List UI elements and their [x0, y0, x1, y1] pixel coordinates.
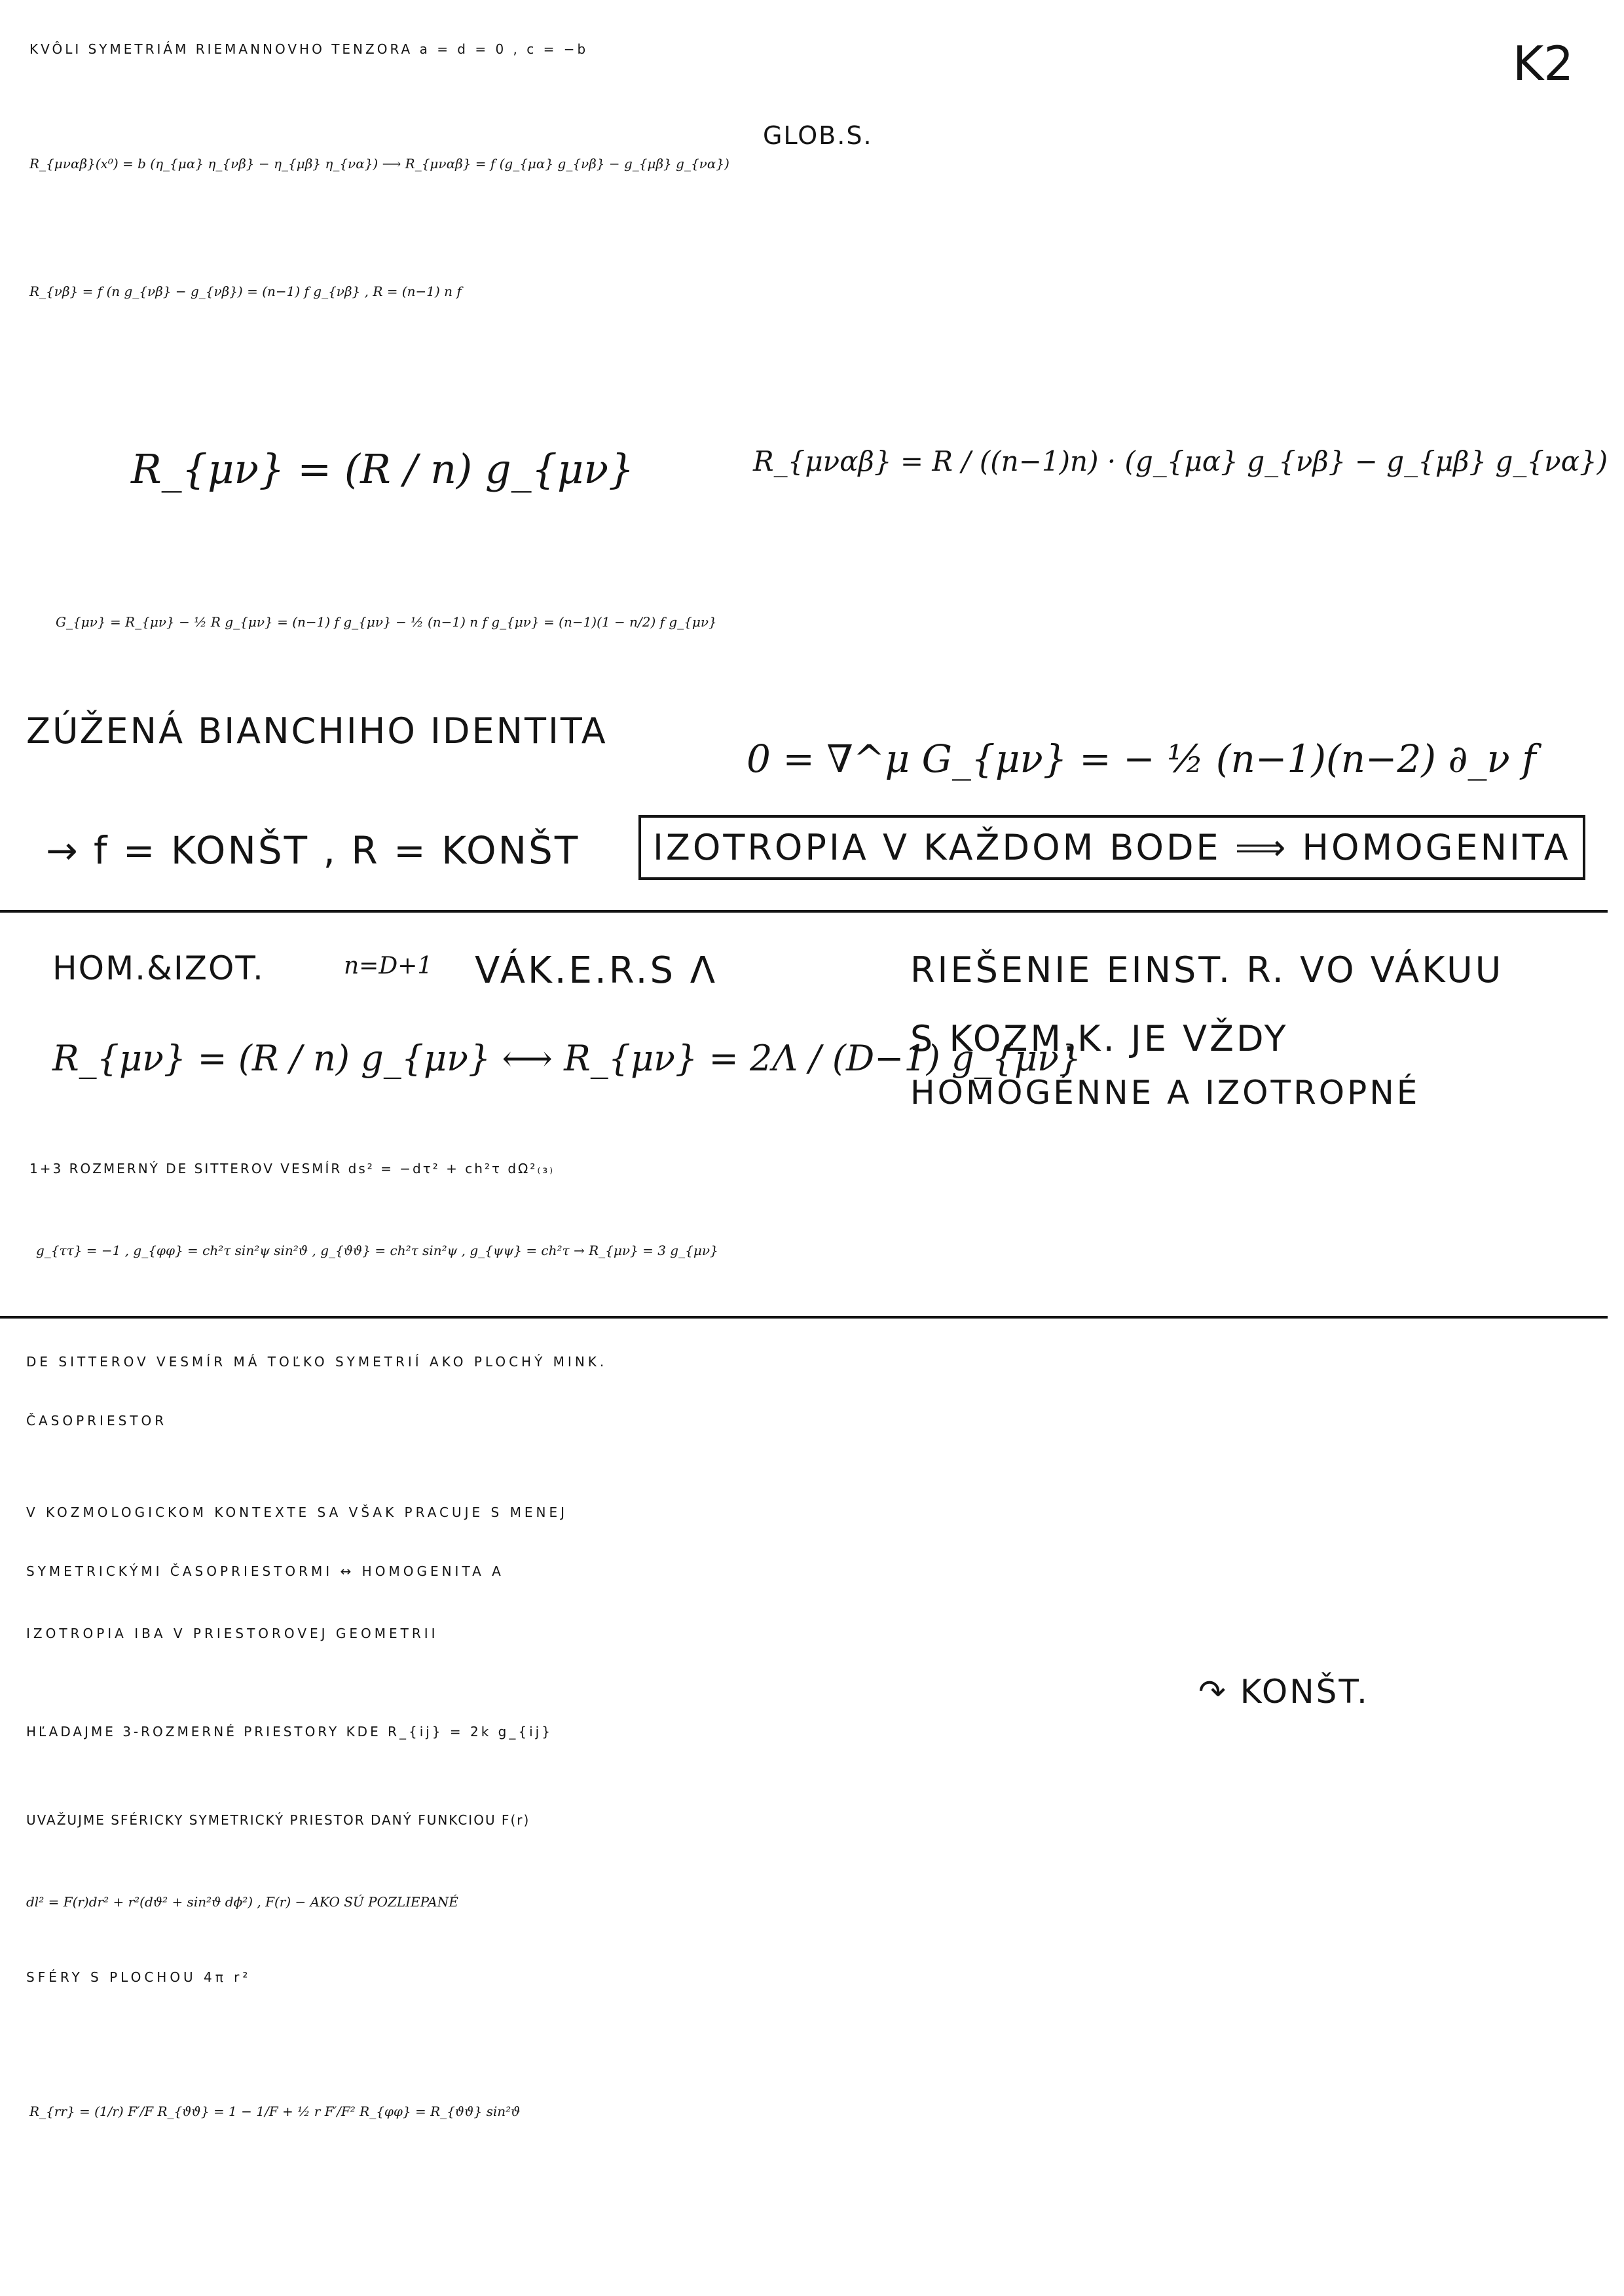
- riemann-curvature-eq: R_{μναβ} = R / ((n−1)n) · (g_{μα} g_{νβ} − g_{μβ} g_{να}): [753, 445, 1608, 477]
- consider-line: UVAŽUJME SFÉRICKY SYMETRICKÝ PRIESTOR DANÝ FUNKCIOU F(r): [26, 1812, 530, 1828]
- vacuum-note-1: RIEŠENIE EINST. R. VO VÁKUU: [910, 949, 1504, 991]
- text-line-2: ČASOPRIESTOR: [26, 1413, 168, 1429]
- konst-annotation: [1198, 1673, 1369, 1711]
- konst-label: KONŠT.: [1240, 1673, 1369, 1711]
- vacuum-note-2: S KOZM.K. JE VŽDY: [910, 1018, 1289, 1059]
- divider-1: [0, 910, 1608, 913]
- riemann-flat-lhs: R_{μναβ}(x⁰) = b (η_{μα} η_{νβ} − η_{μβ} η_{να}): [29, 156, 378, 172]
- curved-arrow-icon: ↷: [1198, 1673, 1240, 1711]
- einstein-tensor-eq: G_{μν} = R_{μν} − ½ R g_{μν} = (n−1) f g_{μν} − ½ (n−1) n f g_{μν} = (n−1)(1 − n/2) f g_{μν}: [56, 614, 717, 630]
- desitter-metric: g_{ττ} = −1 , g_{φφ} = ch²τ sin²ψ sin²ϑ , g_{ϑϑ} = ch²τ sin²ψ , g_{ψψ} = ch²τ → R_{μν} = 3 g_{μν}: [36, 1243, 718, 1258]
- bianchi-eq: 0 = ∇^μ G_{μν} = − ½ (n−1)(n−2) ∂_ν f: [747, 737, 1536, 781]
- ricci-components-line: R_{rr} = (1/r) F′/F R_{ϑϑ} = 1 − 1/F + ½ r F′/F² R_{φφ} = R_{ϑϑ} sin²ϑ: [29, 2104, 521, 2119]
- vacuum-note-3: HOMOGÉNNE A IZOTROPNÉ: [910, 1074, 1420, 1112]
- text-line-3: V KOZMOLOGICKOM KONTEXTE SA VŠAK PRACUJE S MENEJ: [26, 1504, 568, 1520]
- section2-header-small: n=D+1: [344, 953, 433, 979]
- ricci-curvature-eq: R_{μν} = (R / n) g_{μν}: [131, 445, 635, 493]
- bianchi-label: ZÚŽENÁ BIANCHIHO IDENTITA: [26, 710, 608, 752]
- text-line-1: DE SITTEROV VESMÍR MÁ TOĽKO SYMETRIÍ AKO PLOCHÝ MINK.: [26, 1354, 608, 1370]
- konst-conclusion: → f = KONŠT , R = KONŠT: [46, 828, 580, 873]
- vacuum-equivalence-eq: R_{μν} = (R / n) g_{μν} ⟷ R_{μν} = 2Λ / (D−1) g_{μν}: [52, 1038, 1082, 1079]
- riemann-flat-eq: [29, 157, 1624, 170]
- arrow-label: GLOB.S.: [763, 121, 873, 150]
- ricci-contraction-eq: R_{νβ} = f (n g_{νβ} − g_{νβ}) = (n−1) f g_{νβ} , R = (n−1) n f: [29, 283, 462, 299]
- riemann-global-eq: R_{μναβ} = f (g_{μα} g_{νβ} − g_{μβ} g_{να}): [405, 156, 729, 172]
- search-line: HĽADAJME 3-ROZMERNÉ PRIESTORY KDE R_{ij} = 2k g_{ij}: [26, 1724, 553, 1740]
- spatial-metric-line: dl² = F(r)dr² + r²(dϑ² + sin²ϑ dϕ²) , F(r) − AKO SÚ POZLIEPANÉ: [26, 1894, 458, 1910]
- divider-2: [0, 1316, 1608, 1319]
- section2-header-mid: VÁK.E.R.S Λ: [475, 949, 718, 992]
- intro-line: KVÔLI SYMETRIÁM RIEMANNOVHO TENZORA a = d = 0 , c = −b: [29, 41, 589, 57]
- isotropy-box: IZOTROPIA V KAŽDOM BODE ⟹ HOMOGENITA: [638, 815, 1585, 880]
- text-line-4: SYMETRICKÝMI ČASOPRIESTORMI ↔ HOMOGENITA A: [26, 1563, 504, 1579]
- text-line-5: IZOTROPIA IBA V PRIESTOROVEJ GEOMETRII: [26, 1626, 439, 1641]
- page-label: K2: [1513, 36, 1574, 91]
- desitter-title: 1+3 ROZMERNÝ DE SITTEROV VESMÍR ds² = −dτ² + ch²τ dΩ²₍₃₎: [29, 1161, 555, 1176]
- section2-header-left: HOM.&IZOT.: [52, 949, 265, 987]
- glob-arrow: ⟶: [382, 156, 405, 172]
- spheres-line: SFÉRY S PLOCHOU 4π r²: [26, 1969, 251, 1985]
